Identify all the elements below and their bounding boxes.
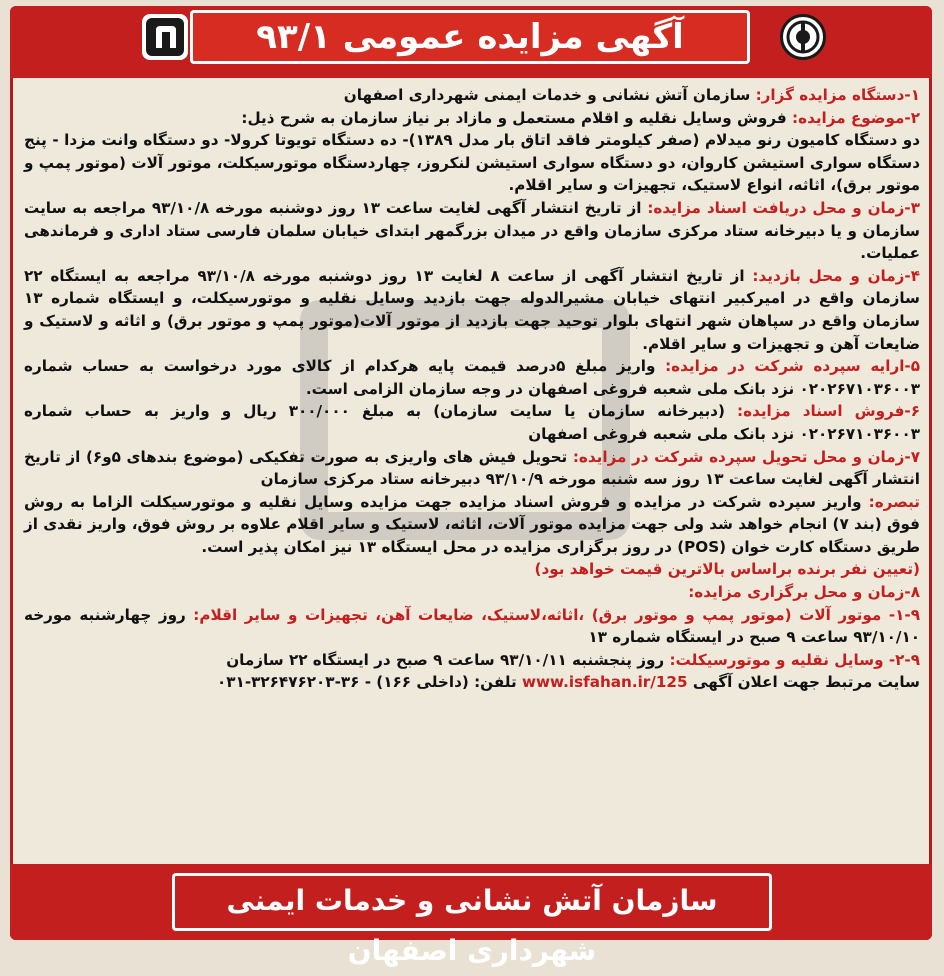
section-1	[24, 84, 920, 107]
section-3-label: ۳-زمان و محل دریافت اسناد مزایده:	[647, 198, 920, 217]
winner-note: (تعیین نفر برنده براساس بالاترین قیمت خواهد بود)	[534, 560, 920, 579]
section-5-label: ۵-ارایه سپرده شرکت در مزایده:	[665, 357, 920, 376]
ad-body	[24, 84, 920, 844]
section-2	[24, 107, 920, 130]
section-8-1-label: ۱-۹- موتور آلات (موتور پمپ و موتور برق) ،اثاثه،لاستیک، ضایعات آهن، تجهیزات و سایر اقلام:	[193, 605, 920, 624]
section-5-text: واریز مبلغ ۵درصد قیمت پایه هرکدام از کالای مورد درخواست به حساب شماره ۰۲۰۲۶۷۱۰۳۶۰۰۳ نزد بانک ملی شعبه فروغی اصفهان در وجه سازمان الزامی است.	[24, 357, 920, 398]
section-3-text: از تاریخ انتشار آگهی لغایت ساعت ۱۳ روز دوشنبه مورخه ۹۳/۱۰/۸ مراجعه به سایت سازمان و یا دبیرخانه ستاد مرکزی سازمان واقع در میدان بزرگمهر ابتدای خیابان سلمان فارسی ستاد اداری و فرماندهی عملیات.	[24, 198, 920, 263]
fire-department-logo	[780, 14, 826, 60]
section-1-text: سازمان آتش نشانی و خدمات ایمنی شهرداری اصفهان	[343, 86, 751, 104]
contact-line	[24, 671, 920, 694]
section-1-label: ۱-دستگاه مزایده گزار:	[755, 86, 920, 104]
note-text: واریز سپرده شرکت در مزایده و فروش اسناد مزایده جهت مزایده وسایل نقلیه و موتورسیکلت الزاما به روش فوق (بند ۷) انجام خواهد شد ولی جهت مزایده موتور آلات، اثاثه، لاستیک و سایر اقلام علاوه بر روش فوق، واریز نقدی از طریق دستگاه کارت خوان (POS) در روز برگزاری مزایده در محل ایستگاه ۱۳ نیز امکان پذیر است.	[24, 492, 920, 556]
emblem-logo-left	[142, 14, 188, 60]
section-7-text: تحویل فیش های واریزی به صورت تفکیکی (موضوع بندهای ۵و۶) از تاریخ انتشار آگهی لغایت ساعت ۱۳ روز سه شنبه مورخه ۹۳/۱۰/۹ دبیرخانه ستاد مرکزی سازمان	[24, 447, 920, 489]
section-2-label: ۲-موضوع مزایده:	[792, 108, 920, 127]
section-5	[24, 355, 920, 400]
ad-title: آگهی مزایده عمومی ۹۳/۱	[190, 10, 750, 64]
site-url-link[interactable]: www.isfahan.ir/125	[521, 673, 688, 692]
section-8-2	[24, 649, 920, 672]
section-8-1	[24, 604, 920, 649]
section-7	[24, 446, 920, 491]
section-8-label: ۸-زمان و محل برگزاری مزایده:	[688, 583, 920, 602]
section-4-text: از تاریخ انتشار آگهی از ساعت ۸ لغایت ۱۳ روز دوشنبه مورخه ۹۳/۱۰/۸ مراجعه به ایستگاه ۲۲ سازمان واقع در امیرکبیر انتهای خیابان مشیرالدوله جهت بازدید وسایل نقلیه و موتورسیکلت، و ایستگاه شماره ۱۳ سازمان واقع در سپاهان شهر انتهای بلوار توحید جهت بازدید از موتور آلات(موتور پمپ و موتور برق) و اثاثه و لاستیک و ضایعات آهن و تجهیزات و سایر اقلام.	[24, 266, 920, 353]
note	[24, 491, 920, 559]
section-4-label: ۴-زمان و محل بازدید:	[752, 266, 920, 285]
section-8-2-label: ۲-۹- وسایل نقلیه و موتورسیکلت:	[669, 650, 920, 669]
footer-organization-name: سازمان آتش نشانی و خدمات ایمنی شهرداری اصفهان	[172, 873, 772, 931]
section-8-1-text: روز چهارشنبه مورخه ۹۳/۱۰/۱۰ ساعت ۹ صبح در ایستگاه شماره ۱۳	[24, 605, 920, 647]
note-label: تبصره:	[868, 492, 920, 511]
section-8-2-text: روز پنجشنبه ۹۳/۱۰/۱۱ ساعت ۹ صبح در ایستگاه ۲۲ سازمان	[226, 650, 665, 669]
section-4	[24, 265, 920, 355]
section-7-label: ۷-زمان و محل تحویل سپرده شرکت در مزایده:	[572, 447, 920, 466]
site-prefix: سایت مرتبط جهت اعلان آگهی	[692, 673, 920, 692]
section-6-label: ۶-فروش اسناد مزایده:	[737, 402, 921, 421]
section-6-text: (دبیرخانه سازمان یا سایت سازمان) به مبلغ ۳۰۰/۰۰۰ ریال و واریز به حساب شماره ۰۲۰۲۶۷۱۰۳۶۰۰۳ نزد بانک ملی شعبه فروغی اصفهان	[24, 402, 920, 443]
section-2-detail: دو دستگاه کامیون رنو میدلام (صفر کیلومتر فاقد اتاق بار مدل ۱۳۸۹)- ده دستگاه تویوتا کرولا- دو دستگاه وانت مزدا - پنج دستگاه سواری استیشن کاروان، دو دستگاه سواری استیشن لنکروز، چهاردستگاه موتورسیکلت، موتور آلات (موتور پمپ و موتور برق)، اثاثه، انواع لاستیک، تجهیزات و سایر اقلام.	[24, 131, 921, 195]
section-6	[24, 400, 920, 445]
phone-number: تلفن: (داخلی ۱۶۶) - ۳۶-۳۲۶۴۷۶۲۰۳-۰۳۱	[217, 673, 517, 692]
section-3	[24, 197, 920, 265]
section-2-text: فروش وسایل نقلیه و اقلام مستعمل و مازاد بر نیاز سازمان به شرح ذیل:	[241, 108, 787, 127]
